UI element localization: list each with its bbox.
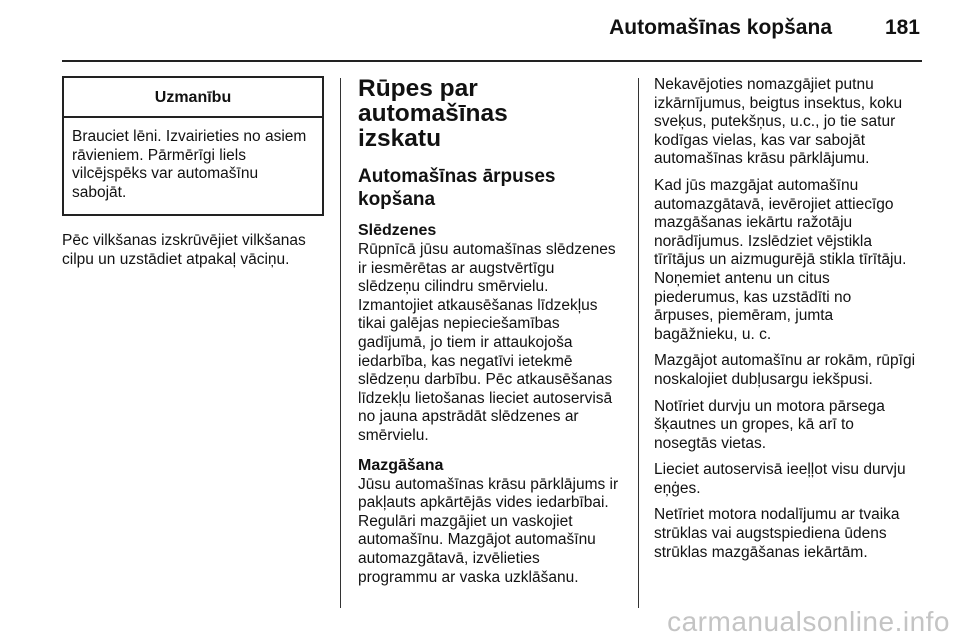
paragraph-car-wash — [654, 177, 954, 344]
text-line: norādījumus. Izslēdziet vējstikla — [654, 232, 872, 250]
text-line: tīrītājus un aizmugurējā stikla tīrītāju. — [654, 251, 907, 269]
heading-line: kopšana — [358, 189, 436, 210]
paragraph-engine-compartment — [654, 506, 954, 562]
paragraph-bird-droppings — [654, 76, 954, 169]
text-line: Notīriet durvju un motora pārsega — [654, 397, 885, 415]
text-line: šķautnes un gropes, kā arī to — [654, 416, 854, 434]
washing-paragraph — [358, 476, 628, 588]
subsection-heading — [358, 165, 628, 211]
column-right — [654, 76, 954, 562]
text-line: sveķus, putekšņus, u.c., jo tie satur — [654, 113, 896, 131]
text-line: piederumus, kas uzstādīti no — [654, 288, 852, 306]
text-line: tikai galējas nepieciešamības — [358, 315, 560, 333]
locks-heading: Slēdzenes — [358, 222, 437, 239]
locks-paragraph — [358, 241, 628, 446]
text-line: Kad jūs mazgājat automašīnu — [654, 176, 859, 194]
washing-heading: Mazgāšana — [358, 456, 444, 474]
text-line: ir iesmērētas ar augstvērtīgu — [358, 259, 555, 277]
warning-text — [64, 118, 322, 214]
text-line: automašīnu. Mazgājot automašīnu — [358, 531, 596, 549]
text-line: sabojāt. — [72, 183, 127, 201]
paragraph-door-edges — [654, 398, 954, 454]
text-line: cilpu un uzstādiet atpakaļ vāciņu. — [62, 250, 290, 268]
text-line: eņģes. — [654, 479, 701, 497]
paragraph-hand-wash — [654, 352, 954, 389]
column-divider — [638, 78, 639, 608]
text-line: Pēc vilkšanas izskrūvējiet vilkšanas — [62, 232, 306, 250]
text-line: ārpuses, piemēram, jumta — [654, 307, 834, 325]
text-line: Nekavējoties nomazgājiet putnu — [654, 76, 874, 93]
text-line: mazgāšanas iekārtu ražotāju — [654, 214, 853, 232]
page-number: 181 — [884, 16, 920, 39]
text-line: noskalojiet dubļusargu iekšpusi. — [654, 370, 873, 388]
text-line: Lieciet autoservisā ieeļļot visu durvju — [654, 461, 906, 479]
column-divider — [340, 78, 341, 608]
heading-line: Rūpes par automašīnas — [358, 75, 508, 127]
text-line: bagāžnieku, u. c. — [654, 325, 772, 343]
text-line: programmu ar vaska uzklāšanu. — [358, 568, 579, 586]
paragraph-hinges — [654, 461, 954, 498]
header-title: Automašīnas kopšana — [609, 16, 832, 39]
text-line: slēdzeņu cilindru smērvielu. — [358, 278, 549, 296]
heading-line: Automašīnas ārpuses — [358, 166, 556, 187]
text-line: automazgātavā, izvēlieties — [358, 549, 540, 567]
text-line: Regulāri mazgājiet un vaskojiet — [358, 512, 573, 530]
text-line: rāvieniem. Pārmērīgi liels — [72, 146, 246, 164]
text-line: Brauciet lēni. Izvairieties no asiem — [72, 128, 307, 145]
text-line: smērvielu. — [358, 426, 429, 444]
section-heading — [358, 76, 628, 151]
watermark: carmanualsonline.info — [667, 606, 950, 637]
text-line: vilcējspēks var automašīnu — [72, 165, 259, 183]
text-line: strūklas vai augstspiediena ūdens — [654, 525, 887, 543]
warning-box — [62, 76, 324, 216]
text-line: iedarbība, kas negatīvi ietekmē — [358, 352, 573, 370]
text-line: izkārnījumus, beigtus insektus, koku — [654, 94, 903, 112]
text-line: Jūsu automašīnas krāsu pārklājums ir — [358, 475, 619, 493]
text-line: Mazgājot automašīnu ar rokām, rūpīgi — [654, 352, 916, 370]
text-line: līdzekļu lietošanas lieciet autoservisā — [358, 389, 613, 407]
towing-eye-paragraph — [62, 232, 324, 269]
text-line: slēdzeņu darbību. Pēc atkausēšanas — [358, 371, 613, 389]
text-line: Izmantojiet atkausēšanas līdzekļus — [358, 296, 598, 314]
text-line: Netīriet motora nodalījumu ar tvaika — [654, 506, 900, 524]
column-middle — [358, 76, 628, 587]
text-line: automašīnas krāsu pārklājumu. — [654, 150, 870, 168]
column-left — [62, 76, 324, 270]
text-line: pakļauts apkārtējās vides iedarbībai. — [358, 494, 609, 512]
text-line: no jauna apstrādāt slēdzenes ar — [358, 408, 579, 426]
text-line: automazgātavā, ievērojiet attiecīgo — [654, 195, 894, 213]
heading-line: izskatu — [358, 125, 442, 152]
header-rule — [62, 60, 922, 62]
text-line: nosegtās vietas. — [654, 434, 767, 452]
warning-title: Uzmanību — [64, 78, 322, 118]
text-line: Rūpnīcā jūsu automašīnas slēdzenes — [358, 241, 616, 258]
text-line: strūklas mazgāšanas iekārtām. — [654, 543, 868, 561]
text-line: Noņemiet antenu un citus — [654, 269, 830, 287]
text-line: kodīgas vielas, kas var sabojāt — [654, 131, 866, 149]
text-line: gadījumā, jo tiem ir attaukojoša — [358, 333, 573, 351]
